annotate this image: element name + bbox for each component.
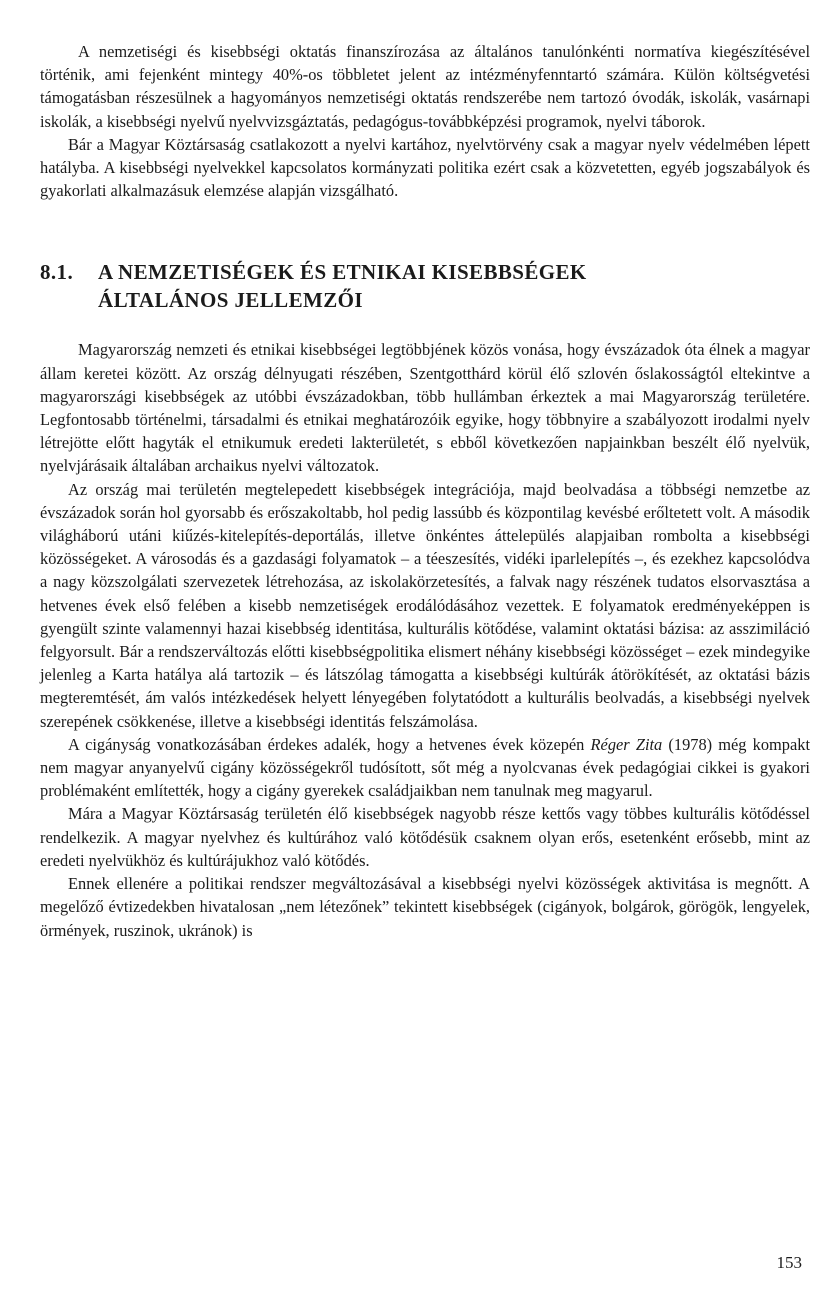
section-title-line-1: A NEMZETISÉGEK ÉS ETNIKAI KISEBBSÉGEK <box>98 260 587 285</box>
intro-paragraph-funding: A nemzetiségi és kisebbségi oktatás finanszírozása az általános tanulónkénti normatíva kiegészítésével történik, ami fejenként mintegy 40%-os többletet jelent az intézményfenntartó számára. Külön költségvetési támogatásban részesülnek a hagyományos nemzetiségi oktatás rendszerébe nem tartozó óvodák, iskolák, vasárnapi iskolák, a kisebbségi nyelvű nyelvvizsgáztatás, pedagógus-továbbképzési programok, nyelvi táborok. <box>40 42 810 131</box>
body-paragraph-2: Az ország mai területén megtelepedett kisebbségek integrációja, majd beolvadása a többségi nemzetbe az évszázadok során hol gyorsabb és erőszakoltabb, hol pedig lassúbb és központilag kevésbé erőltetett volt. A második világháború utáni kiűzés-kitelepítés-deportálás, illetve önkéntes áttelepülés alapjaiban rombolta a kisebbségi közösségeket. A városodás és a gazdasági folyamatok – a téeszesítés, vidéki iparlelepítés –, és ezekhez kapcsolódva a nagy közszolgálati szervezetek létrehozása, az iskolakörzetesítés, a falvak nagy részének tudatos elsorvasztása a hetvenes évek első felében a kisebb nemzetiségek erodálódásához vezettek. E folyamatok eredményeképpen is gyengült szinte valamennyi hazai kisebbség identitása, kulturális kötődése, valamint oktatási bázisa: az asszimiláció felgyorsult. Bár a rendszerváltozás előtti kisebbségpolitika elismert néhány kisebbségi közösséget – ezek mindegyike jelenleg a Karta hatálya alá tartozik – és látszólag támogatta a kisebbségi kultúrák átörökítését, az oktatási bázis megteremtését, ám valós intézkedések helyett lényegében folytatódott a kulturális beolvadás, a kisebbségi nyelvek szerepének csökkenése, illetve a kisebbségi identitás felszámolása. <box>40 479 810 731</box>
section-title <box>98 258 587 314</box>
body-paragraph-3-start: A cigányság vonatkozásában érdekes adalék, hogy a hetvenes évek közepén <box>68 734 591 754</box>
body-paragraph-3 <box>40 733 810 803</box>
section-number: 8.1. <box>40 260 74 285</box>
cited-author: Réger Zita <box>590 734 663 754</box>
section-title-line-2: ÁLTALÁNOS JELLEMZŐI <box>98 288 363 313</box>
body-paragraph-3-end: (1978) még kompakt nem magyar anyanyelvű cigány közösségekről tudósított, sőt még a nyolcvanas évek pedagógiai cikkei is gyakori problémaként említették, hogy a cigány gyerekek családjaikban nem tanulnak meg magyarul. <box>40 734 810 801</box>
body-paragraph-1: Magyarország nemzeti és etnikai kisebbségei legtöbbjének közös vonása, hogy évszázadok óta élnek a magyar állam keretei között. Az ország délnyugati részében, Szentgotthárd körül élő szlovén őslakosságtól eltekintve a magyarországi kisebbségek az utóbbi évszázadokban, több hullámban érkeztek a mai Magyarország területére. Legfontosabb történelmi, társadalmi és etnikai meghatározóik egyike, hogy többnyire a szabályozott irodalmi nyelv létrejötte előtt hagyták el etnikumuk eredeti lakterületét, s ebből következően napjainkban beszélt élő nyelvük, nyelvjárásaik általában archaikus nyelvi változatok. <box>40 340 810 476</box>
intro-paragraph-language-policy: Bár a Magyar Köztársaság csatlakozott a nyelvi kartához, nyelvtörvény csak a magyar nyelv védelmében lépett hatályba. A kisebbségi nyelvekkel kapcsolatos kormányzati politika ezért csak a közvetetten, egyéb jogszabályok és gyakorlati alkalmazásuk elemzése alapján vizsgálható. <box>40 134 810 201</box>
body-paragraph-4: Mára a Magyar Köztársaság területén élő kisebbségek nagyobb része kettős vagy többes kulturális kötődéssel rendelkezik. A magyar nyelvhez és kultúrához való kötődésük csaknem olyan erős, esetenként erősebb, mint az eredeti nyelvükhöz és kultúrájukhoz való kötődés. <box>40 804 810 870</box>
body-paragraph-5: Ennek ellenére a politikai rendszer megváltozásával a kisebbségi nyelvi közösségek aktivitása is megnőtt. A megelőző évtizedekben hivatalosan „nem létezőnek” tekintett kisebbségek (cigányok, bolgárok, görögök, lengyelek, örmények, ruszinok, ukránok) is <box>40 874 810 940</box>
page-number: 153 <box>776 1253 802 1272</box>
section-heading <box>40 258 810 314</box>
